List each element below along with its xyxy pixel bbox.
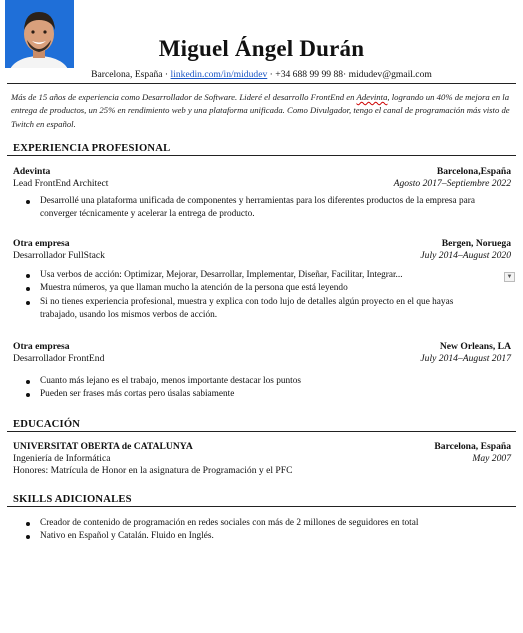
list-item: Creador de contenido de programación en redes sociales con más de 2 millones de seguidores en total bbox=[23, 517, 503, 530]
summary-company: Adevinta bbox=[356, 92, 388, 102]
skills-bullets bbox=[23, 517, 503, 544]
education-honors: Honores: Matrícula de Honor en la asignatura de Programación y el PFC bbox=[13, 465, 293, 476]
job-1-role: Lead FrontEnd Architect bbox=[13, 178, 109, 189]
summary-paragraph bbox=[11, 91, 511, 131]
education-subheader bbox=[13, 453, 511, 464]
chevron-down-icon[interactable]: ▼ bbox=[504, 272, 515, 282]
list-item: Muestra números, ya que llaman mucho la atención de la persona que está leyendo bbox=[23, 282, 481, 295]
list-item[interactable]: Si no tienes experiencia profesional, muestra y explica con todo lujo de detalles algún proyecto en el que hayas trabajado, usando los mismos verbos de acción. bbox=[23, 296, 481, 323]
job-1-header bbox=[13, 166, 511, 177]
summary-text-end: , logrando un 40% de mejora en la entrega de productos, un 25% en rendimiento web y una plataforma unificada. Como Divulgador, tengo el canal de programación más visto de Twitch en español. bbox=[11, 92, 510, 129]
location-text: Barcelona, España · bbox=[91, 69, 169, 80]
header-divider bbox=[7, 83, 516, 84]
job-1-dates: Agosto 2017–Septiembre 2022 bbox=[393, 178, 511, 189]
job-3-company: Otra empresa bbox=[13, 341, 70, 352]
education-date: May 2007 bbox=[472, 453, 511, 464]
job-2-role: Desarrollador FullStack bbox=[13, 250, 105, 261]
contact-line bbox=[0, 69, 523, 80]
list-item: Pueden ser frases más cortas pero úsalas sabiamente bbox=[23, 388, 481, 401]
list-item: Cuanto más lejano es el trabajo, menos importante destacar los puntos bbox=[23, 375, 481, 388]
job-2-location: Bergen, Noruega bbox=[441, 238, 511, 249]
education-header bbox=[13, 441, 511, 452]
education-degree: Ingeniería de Informática bbox=[13, 453, 111, 464]
linkedin-link[interactable]: linkedin.com/in/midudev bbox=[170, 69, 268, 80]
summary-text-start: Más de 15 años de experiencia como Desarrollador de Software. Lideré el desarrollo FrontEnd en bbox=[11, 92, 357, 102]
candidate-name: Miguel Ángel Durán bbox=[158, 36, 365, 61]
skills-divider bbox=[7, 506, 516, 507]
job-2-company: Otra empresa bbox=[13, 238, 70, 249]
experience-section-title: EXPERIENCIA PROFESIONAL bbox=[13, 143, 171, 154]
job-2-bullets bbox=[23, 269, 481, 322]
job-3-header bbox=[13, 341, 511, 352]
list-item: Usa verbos de acción: Optimizar, Mejorar, Desarrollar, Implementar, Diseñar, Facilitar, Integrar... bbox=[23, 269, 481, 282]
education-school: UNIVERSITAT OBERTA de CATALUNYA bbox=[13, 441, 193, 452]
job-2-dates: July 2014–August 2020 bbox=[420, 250, 511, 261]
education-location: Barcelona, España bbox=[434, 441, 511, 452]
job-1-company: Adevinta bbox=[13, 166, 51, 177]
education-divider bbox=[7, 431, 516, 432]
list-item: Desarrollé una plataforma unificada de componentes y herramientas para los diferentes productos de la empresa para converger técnicamente y acelerar la entrega de producto. bbox=[23, 195, 481, 222]
job-3-role: Desarrollador FrontEnd bbox=[13, 353, 105, 364]
phone-text: +34 688 99 99 88· bbox=[275, 69, 347, 80]
skills-section-title: SKILLS ADICIONALES bbox=[13, 494, 132, 505]
job-3-bullets bbox=[23, 375, 481, 402]
job-1-location: Barcelona,España bbox=[436, 166, 511, 177]
job-2-header bbox=[13, 238, 511, 249]
job-1-subheader bbox=[13, 178, 511, 189]
education-section-title: EDUCACIÓN bbox=[13, 419, 81, 430]
job-3-dates: July 2014–August 2017 bbox=[420, 353, 511, 364]
job-3-subheader bbox=[13, 353, 511, 364]
experience-divider bbox=[7, 155, 516, 156]
job-3-location: New Orleans, LA bbox=[439, 341, 511, 352]
job-1-bullets bbox=[23, 195, 481, 222]
email-text: midudev@gmail.com bbox=[348, 69, 432, 80]
list-item: Nativo en Español y Catalán. Fluido en Inglés. bbox=[23, 530, 503, 543]
contact-separator: · bbox=[269, 69, 273, 80]
job-2-subheader bbox=[13, 250, 511, 261]
